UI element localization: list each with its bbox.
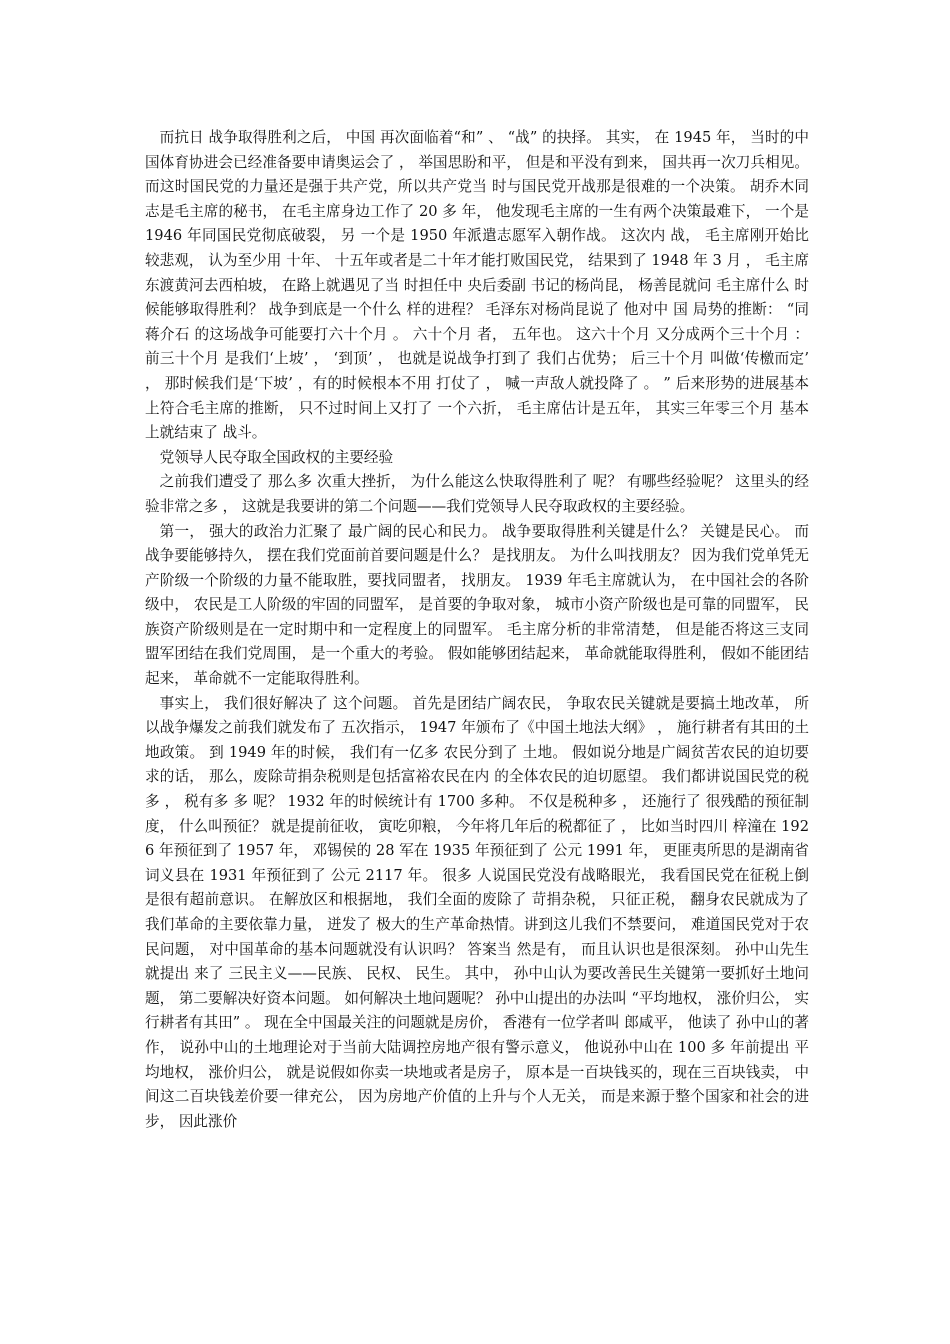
section-heading: 党领导人民夺取全国政权的主要经验 xyxy=(159,448,394,466)
paragraph-intro-experience: 之前我们遭受了 那么多 次重大挫折， 为什么能这么快取得胜利了 呢？ 有哪些经验呢？ 这里头的经验非常之多 ， 这就是我要讲的第二个问题——我们党领导人民夺取政权的主要经验。 xyxy=(145,473,809,515)
paragraph-first-point: 第一， 强大的政治力汇聚了 最广阔的民心和民力。 战争要取得胜利关键是什么？ 关键是民心。 而战争要能够持久， 摆在我们党面前首要问题是什么？ 是找朋友。 为什么叫找朋友？ 因为我们党单凭无产阶级一个阶级的力量不能取胜，要找同盟者， 找朋友。 1939 年毛主席就认为， 在中国社会的各阶级中， 农民是工人阶级的牢固的同盟军， 是首要的争取对象， 城市小资产阶级也是可靠的同盟军， 民族资产阶级则是在一定时期中和一定程度上的同盟军。 毛主席分析的非常清楚， 但是能否将这三支同盟军团结在我们党周围， 是一个重大的考验。 假如能够团结起来， 革命就能取得胜利， 假如不能团结起来， 革命就不一定能取得胜利。 xyxy=(145,522,809,688)
paragraph-land-reform: 事实上， 我们很好解决了 这个问题。 首先是团结广阔农民， 争取农民关键就是要搞土地改革， 所以战争爆发之前我们就发布了 五次指示， 1947 年颁布了《中国土地法大纲》 ， 施行耕者有其田的土地政策。 到 1949 年的时候， 我们有一亿多 农民分到了 土地。 假如说分地是广阔贫苦农民的迫切要求的话， 那么，废除苛捐杂税则是包括富裕农民在内 的全体农民的迫切愿望。 我们都讲说国民党的税多 ， 税有多 多 呢？ 1932 年的时候统计有 1700 多种。 不仅是税种多 ， 还施行了 很残酷的预征制度， 什么叫预征？ 就是提前征收， 寅吃卯粮， 今年将几年后的税都征了 ， 比如当时四川 梓潼在 1926 年预征到了 1957 年， 邓锡侯的 28 军在 1935 年预征到了 公元 1991 年， 更匪夷所思的是湖南省词义县在 1931 年预征到了 公元 2117 年。 很多 人说国民党没有战略眼光， 我看国民党在征税上倒是很有超前意识。 在解放区和根据地， 我们全面的废除了 苛捐杂税， 只征正税， 翻身农民就成为了 我们革命的主要依靠力量， 迸发了 极大的生产革命热情。讲到这儿我们不禁要问， 难道国民党对于农民问题， 对中国革命的基本问题就没有认识吗？ 答案当 然是有， 而且认识也是很深刻。 孙中山先生就提出 来了 三民主义——民族、 民权、 民生。 其中， 孙中山认为要改善民生关键第一要抓好土地问题， 第二要解决好资本问题。 如何解决土地问题呢？ 孙中山提出的办法叫 “平均地权， 涨价归公， 实行耕者有其田” 。 现在全中国最关注的问题就是房价， 香港有一位学者叫 郎咸平， 他读了 孙中山的著作， 说孙中山的土地理论对于当前大陆调控房地产很有警示意义， 他说孙中山在 100 多 年前提出 平均地权， 涨价归公， 就是说假如你卖一块地或者是房子， 原本是一百块钱买的，现在三百块钱卖， 中间这二百块钱差价要一律充公， 因为房地产价值的上升与个人无关， 而是来源于整个国家和社会的进步， 因此涨价 xyxy=(145,694,809,1130)
document-page xyxy=(145,126,809,1134)
paragraph-civil-war: 而抗日 战争取得胜利之后， 中国 再次面临着“和” 、 “战” 的抉择。 其实， 在 1945 年， 当时的中国体育协进会已经准备要申请奥运会了 ， 举国思盼和平， 但是和平没有到来， 国共再一次刀兵相见。 而这时国民党的力量还是强于共产党，所以共产党当 时与国民党开战那是很难的一个决策。 胡乔木同 志是毛主席的秘书， 在毛主席身边工作了 20 多 年， 他发现毛主席的一生有两个决策最难下， 一个是 1946 年同国民党彻底破裂， 另 一个是 1950 年派遣志愿军入朝作战。 这次内 战， 毛主席刚开始比较悲观， 认为至少用 十年、 十五年或者是二十年才能打败国民党， 结果到了 1948 年 3 月 ， 毛主席东渡黄河去西柏坡， 在路上就遇见了当 时担任中 央后委副 书记的杨尚昆， 杨善昆就问 毛主席什么 时候能够取得胜利？ 战争到底是一个什么 样的进程？ 毛泽东对杨尚昆说了 他对中 国 局势的推断： “同 蒋介石 的这场战争可能要打六十个月 。 六十个月 者， 五年也。 这六十个月 又分成两个三十个月 ： 前三十个月 是我们‘上坡’ ， ‘到顶’ ， 也就是说战争打到了 我们占优势； 后三十个月 叫做‘传檄而定’ ， 那时候我们是‘下坡’ ，有的时候根本不用 打仗了 ， 喊一声敌人就投降了 。 ” 后来形势的进展基本上符合毛主席的推断， 只不过时间上又打了 一个六折， 毛主席估计是五年， 其实三年零三个月 基本上就结束了 战斗。 xyxy=(145,129,809,442)
